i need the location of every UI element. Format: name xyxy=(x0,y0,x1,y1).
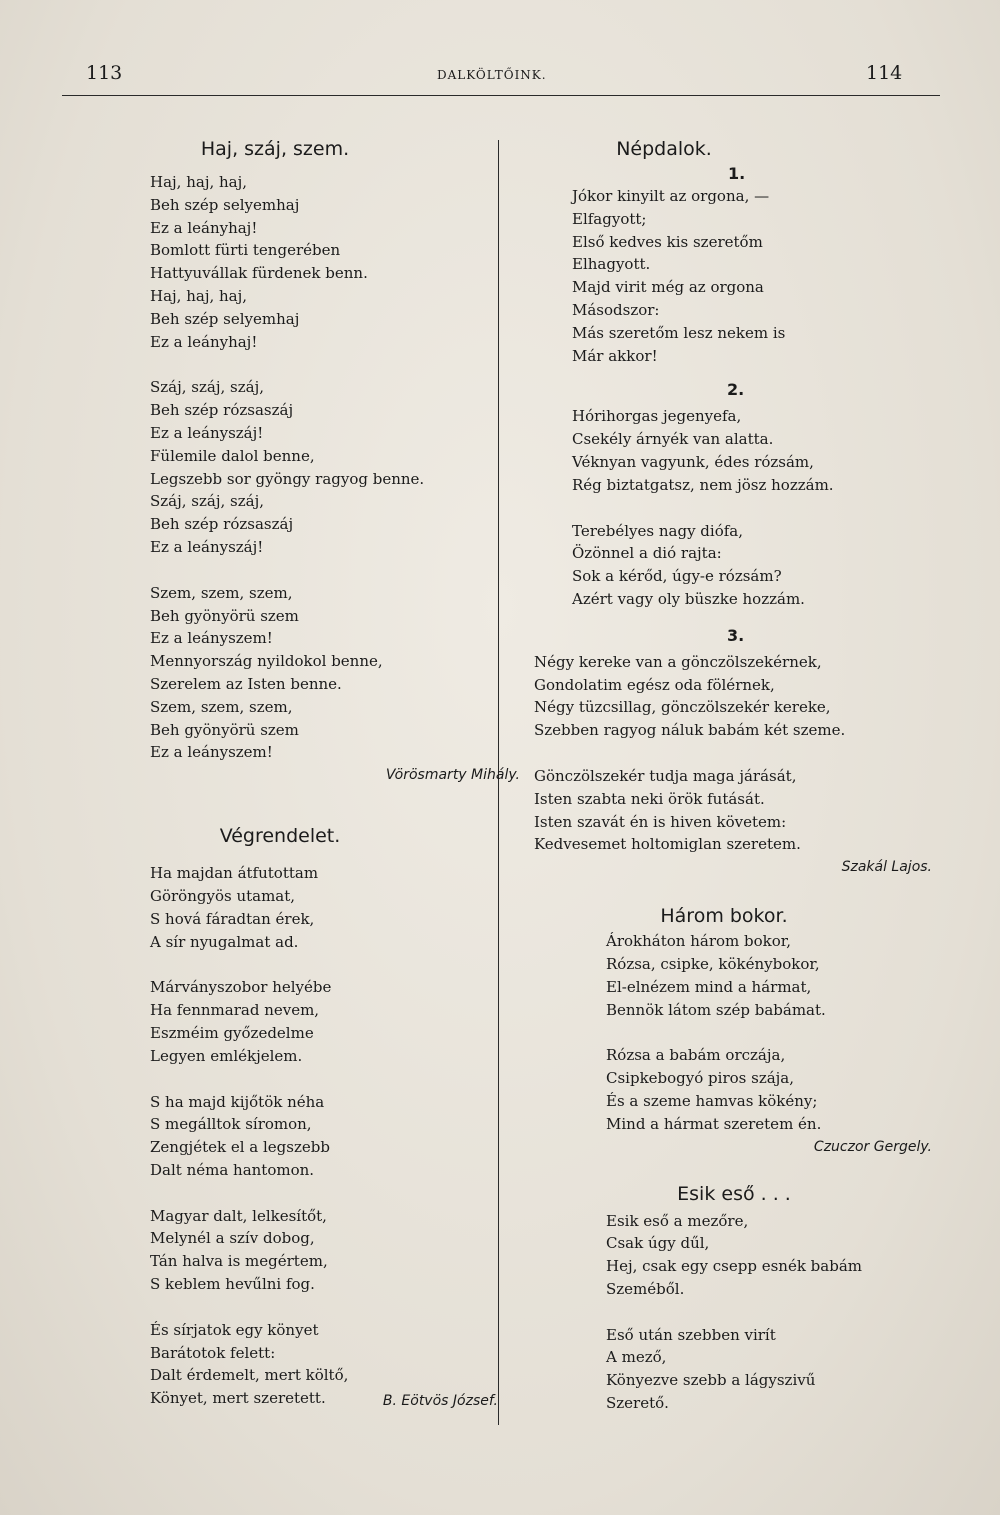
verse-line: Eszméim győzedelme xyxy=(150,1023,314,1042)
header-rule xyxy=(62,95,940,96)
verse-line: Haj, haj, haj, xyxy=(150,173,248,191)
verse-line: És a szeme hamvas kökény; xyxy=(606,1091,818,1110)
verse-line: Szebben ragyog náluk babám két szeme. xyxy=(534,721,846,740)
verse-line: Kedvesemet holtomiglan szeretem. xyxy=(534,835,801,854)
verse-line: Rózsa a babám orczája, xyxy=(606,1046,786,1065)
page-header xyxy=(0,62,1000,92)
stanza xyxy=(534,405,944,496)
stanza xyxy=(534,1044,944,1135)
verse-line: Hórihorgas jegenyefa, xyxy=(572,407,742,426)
verse-line: A sír nyugalmat ad. xyxy=(150,932,299,951)
verse-line: Rég biztatgatsz, nem jösz hozzám. xyxy=(572,475,834,494)
verse-line: Beh szép selyemhaj xyxy=(150,309,300,328)
stanza xyxy=(534,1210,944,1301)
stanza xyxy=(150,862,490,953)
verse-line: Szem, szem, szem, xyxy=(150,583,293,602)
verse-line: Beh szép selyemhaj xyxy=(150,195,300,214)
verse-line: Csipkebogyó piros szája, xyxy=(606,1069,795,1088)
verse-line: Gönczölszekér tudja maga járását, xyxy=(534,766,797,785)
verse-line: Bennök látom szép babámat. xyxy=(606,1000,826,1019)
verse-line: Mind a hármat szeretem én. xyxy=(606,1114,822,1133)
verse-line: Sok a kérőd, úgy-e rózsám? xyxy=(572,567,782,586)
right-page-number: 114 xyxy=(866,62,903,84)
verse-line: Elfagyott; xyxy=(572,209,647,228)
stanza xyxy=(150,376,490,558)
verse-line: Isten szabta neki örök futását. xyxy=(534,789,765,808)
verse-line: Dalt érdemelt, mert költő, xyxy=(150,1366,349,1385)
verse-line: Száj, száj, száj, xyxy=(150,492,265,511)
verse-line: Négy tüzcsillag, gönczölszekér kereke, xyxy=(534,698,831,717)
stanza xyxy=(150,976,490,1067)
stanza xyxy=(150,1091,490,1182)
poem-author: B. Eötvös József. xyxy=(382,1393,498,1410)
verse-line: Ez a leányhaj! xyxy=(150,218,258,237)
verse-line: Ez a leányszáj! xyxy=(150,423,264,442)
stanza xyxy=(534,520,944,611)
verse-line: Tán halva is megértem, xyxy=(150,1252,328,1271)
poem-title: Népdalok. xyxy=(616,138,712,160)
verse-line: Isten szavát én is hiven követem: xyxy=(534,812,787,831)
poem-title: Haj, száj, szem. xyxy=(200,138,350,160)
verse-line: Szeméből. xyxy=(606,1279,685,1298)
verse-line: Négy kereke van a gönczölszekérnek, xyxy=(534,652,822,671)
verse-line: Hej, csak egy csepp esnék babám xyxy=(606,1257,862,1276)
verse-line: Véknyan vagyunk, édes rózsám, xyxy=(572,452,814,471)
stanza xyxy=(534,930,944,1021)
verse-line: Ha fennmarad nevem, xyxy=(150,1001,320,1020)
verse-line: Csak úgy dűl, xyxy=(606,1234,710,1253)
verse-line: Terebélyes nagy diófa, xyxy=(572,521,743,540)
left-column xyxy=(150,135,520,1412)
verse-line: Ez a leányszem! xyxy=(150,743,273,762)
section-number: 1. xyxy=(728,164,746,183)
verse-line: Fülemile dalol benne, xyxy=(150,446,315,465)
poem-author: Vörösmarty Mihály. xyxy=(385,767,520,784)
poem-author: Czuczor Gergely. xyxy=(813,1138,932,1155)
verse-line: Hattyuvállak fürdenek benn. xyxy=(150,264,368,283)
stanza xyxy=(534,1324,944,1415)
verse-line: Rózsa, csipke, kökénybokor, xyxy=(606,954,820,973)
verse-line: Haj, haj, haj, xyxy=(150,286,248,305)
verse-line: Bomlott fürti tengerében xyxy=(150,241,341,260)
verse-line: Könyezve szebb a lágyszivű xyxy=(606,1371,816,1390)
verse-line: Legyen emlékjelem. xyxy=(150,1046,303,1065)
verse-line: Ez a leányszáj! xyxy=(150,537,264,556)
left-page-number: 113 xyxy=(86,62,123,84)
verse-line: Beh gyönyörü szem xyxy=(150,720,299,739)
verse-line: Melynél a szív dobog, xyxy=(150,1229,315,1248)
verse-line: Első kedves kis szeretőm xyxy=(572,232,763,251)
verse-line: Elhagyott. xyxy=(572,255,651,274)
verse-line: Beh szép rózsaszáj xyxy=(150,515,294,534)
stanza xyxy=(150,1205,490,1296)
verse-line: S ha majd kijőtök néha xyxy=(150,1092,325,1111)
verse-line: Dalt néma hantomon. xyxy=(150,1160,315,1179)
stanza xyxy=(150,171,490,353)
verse-line: Szem, szem, szem, xyxy=(150,697,293,716)
verse-line: Már akkor! xyxy=(572,346,658,365)
verse-line: Szerető. xyxy=(606,1394,669,1413)
verse-line: Esik eső a mezőre, xyxy=(606,1211,749,1230)
verse-line: Ez a leányhaj! xyxy=(150,332,258,351)
section-number: 3. xyxy=(727,625,745,645)
poem-title: Végrendelet. xyxy=(219,825,341,848)
verse-line: S megálltok síromon, xyxy=(150,1115,312,1134)
verse-line: Legszebb sor gyöngy ragyog benne. xyxy=(150,469,425,488)
verse-line: Árokháton három bokor, xyxy=(606,932,792,951)
verse-line: Ez a leányszem! xyxy=(150,629,273,648)
verse-line: Göröngyös utamat, xyxy=(150,886,296,905)
stanza xyxy=(150,582,490,764)
verse-line: Mennyország nyildokol benne, xyxy=(150,652,383,671)
verse-line: S hová fáradtan érek, xyxy=(150,909,315,928)
verse-line: Zengjétek el a legszebb xyxy=(150,1138,330,1157)
verse-line: Szerelem az Isten benne. xyxy=(150,674,342,693)
verse-line: Özönnel a dió rajta: xyxy=(572,544,722,563)
verse-line: És sírjatok egy könyet xyxy=(150,1320,319,1339)
stanza xyxy=(534,765,944,856)
verse-line: Márványszobor helyébe xyxy=(150,978,332,997)
poem-author: Szakál Lajos. xyxy=(841,859,932,876)
verse-line: Jókor kinyilt az orgona, — xyxy=(572,187,770,205)
verse-line: Beh szép rózsaszáj xyxy=(150,401,294,420)
verse-line: Beh gyönyörü szem xyxy=(150,606,299,625)
stanza xyxy=(534,651,944,742)
right-column xyxy=(534,135,944,1415)
verse-line: Eső után szebben virít xyxy=(606,1325,776,1344)
verse-line: Majd virit még az orgona xyxy=(572,278,764,297)
verse-line: Másodszor: xyxy=(572,300,660,319)
verse-line: A mező, xyxy=(606,1348,667,1367)
verse-line: Száj, száj, száj, xyxy=(150,378,265,397)
verse-line: Ha majdan átfutottam xyxy=(150,864,319,883)
verse-line: Azért vagy oly büszke hozzám. xyxy=(572,589,805,608)
verse-line: Magyar dalt, lelkesítőt, xyxy=(150,1206,327,1225)
verse-line: Más szeretőm lesz nekem is xyxy=(572,323,786,342)
poem-title: Három bokor. xyxy=(660,905,788,928)
verse-line: Csekély árnyék van alatta. xyxy=(572,430,774,449)
verse-line: Barátotok felett: xyxy=(150,1343,276,1362)
verse-line: S keblem hevűlni fog. xyxy=(150,1275,315,1294)
running-title: DALKÖLTŐINK. xyxy=(437,68,547,82)
verse-line: Gondolatim egész oda fölérnek, xyxy=(534,675,775,694)
poem-title: Esik eső . . . xyxy=(677,1182,791,1205)
section-number: 2. xyxy=(727,380,745,400)
stanza xyxy=(534,185,944,367)
verse-line: El-elnézem mind a hármat, xyxy=(606,977,812,996)
verse-line: Könyet, mert szeretett. xyxy=(150,1389,326,1408)
